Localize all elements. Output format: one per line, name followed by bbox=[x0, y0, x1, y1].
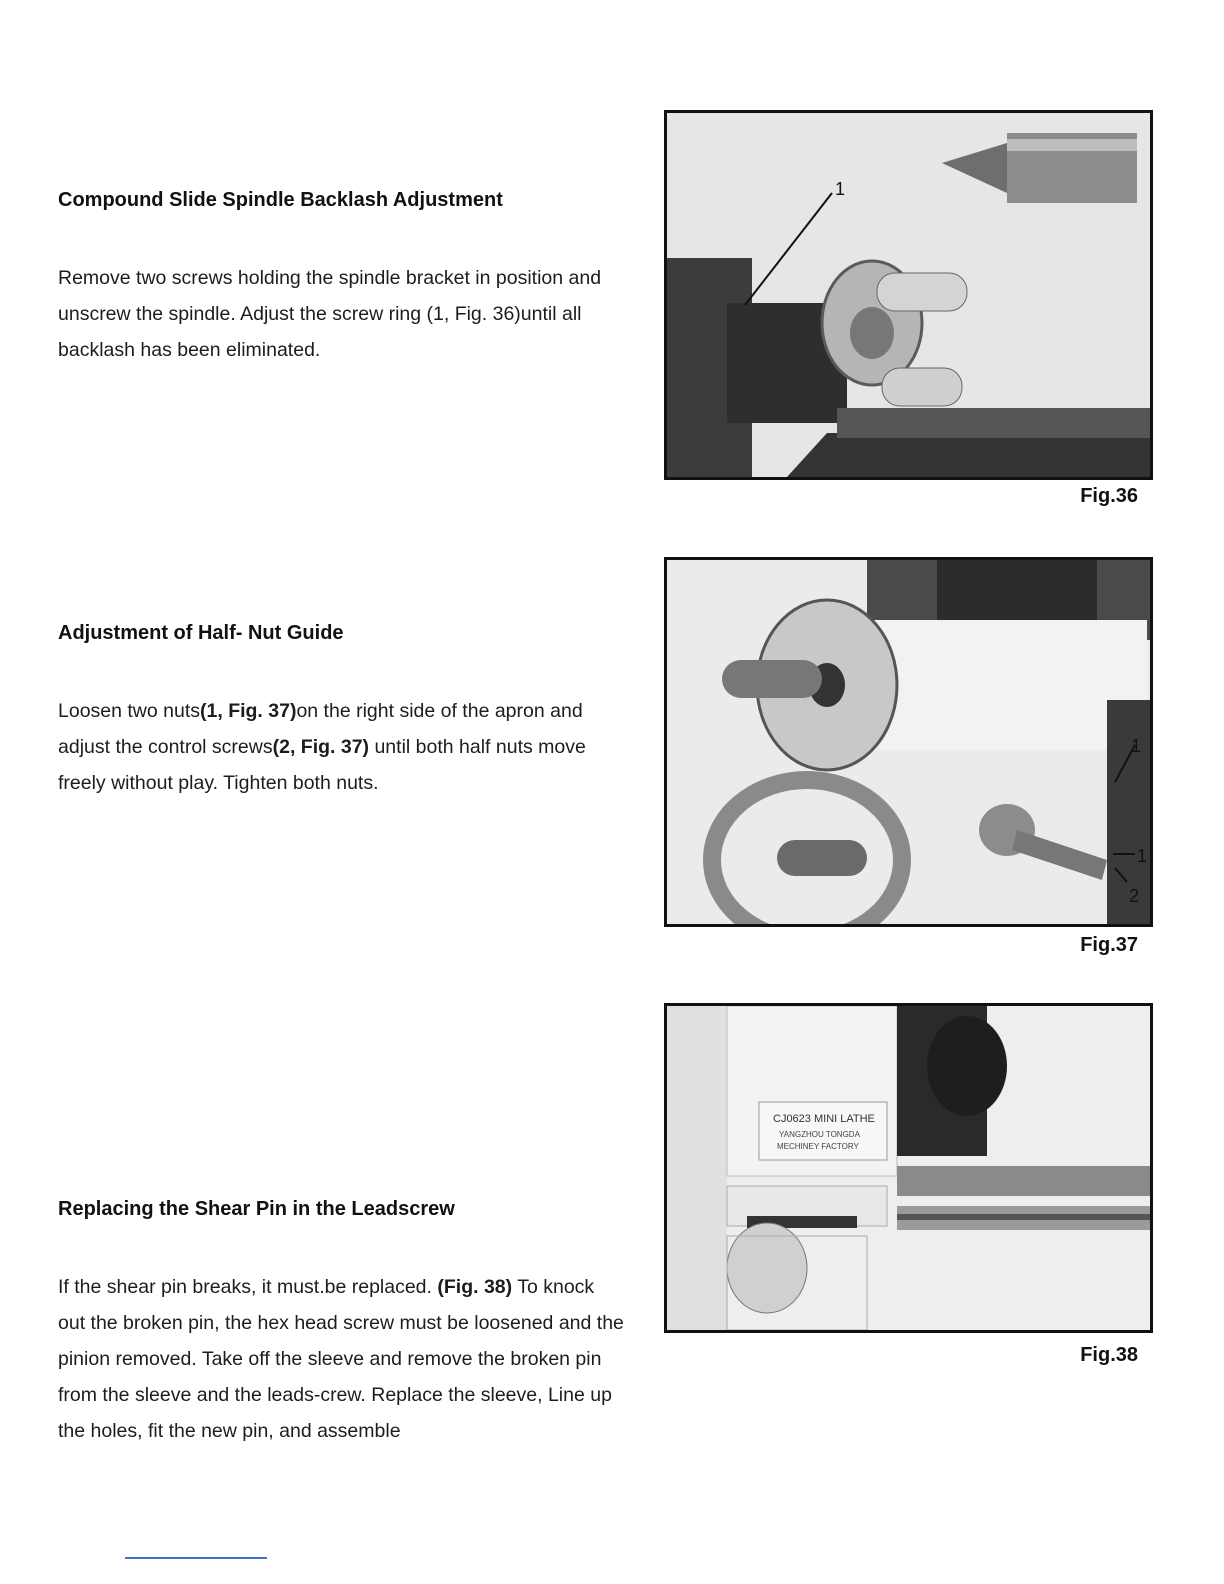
figure-callout-label: 2 bbox=[1129, 886, 1140, 906]
figure-reference: (2, Fig. 37) bbox=[272, 736, 370, 758]
figure-36-image bbox=[664, 110, 1153, 480]
figure-38-image bbox=[664, 1003, 1153, 1333]
figure-reference: (1, Fig. 37) bbox=[200, 700, 297, 722]
nameplate-line: YANGZHOU TONGDA bbox=[779, 1130, 860, 1139]
figure-38-label: Fig.38 bbox=[1080, 1344, 1138, 1366]
nameplate-line: MECHINEY FACTORY bbox=[777, 1142, 859, 1151]
section-paragraph bbox=[58, 693, 626, 801]
footer-divider bbox=[125, 1557, 267, 1559]
section-heading: Replacing the Shear Pin in the Leadscrew bbox=[58, 1198, 455, 1220]
figure-37-image bbox=[664, 557, 1153, 927]
text-run: until both half nuts move freely without play. Tighten both nuts. bbox=[58, 736, 586, 794]
nameplate-title: CJ0623 MINI LATHE bbox=[773, 1113, 875, 1125]
section-heading: Adjustment of Half- Nut Guide bbox=[58, 622, 344, 644]
figure-callout-label: 1 bbox=[1137, 846, 1148, 866]
figure-reference: (Fig. 38) bbox=[437, 1276, 513, 1298]
section-paragraph bbox=[58, 1269, 626, 1449]
figure-36-label: Fig.36 bbox=[1080, 485, 1138, 507]
figure-callout-label: 1 bbox=[835, 179, 846, 199]
text-run: If the shear pin breaks, it must.be replaced. bbox=[58, 1276, 438, 1298]
section-compound-slide bbox=[58, 189, 626, 368]
section-shear-pin bbox=[58, 1198, 626, 1449]
text-run: on the right side of the apron and adjust the control screws bbox=[58, 700, 583, 758]
text-run: Loosen two nuts bbox=[58, 700, 201, 722]
section-paragraph: Remove two screws holding the spindle bracket in position and unscrew the spindle. Adjust the screw ring (1, Fig. 36)until all backlash has been eliminated. bbox=[58, 267, 602, 361]
figure-37-label: Fig.37 bbox=[1080, 934, 1138, 956]
text-run: To knock out the broken pin, the hex head screw must be loosened and the pinion removed. Take off the sleeve and remove the broken pin from the sleeve and the leads-crew. Replace the sleeve, Line up the holes, fit the new pin, and assemble bbox=[58, 1276, 624, 1442]
figure-callout-label: 1 bbox=[1131, 736, 1142, 756]
section-heading: Compound Slide Spindle Backlash Adjustment bbox=[58, 189, 503, 211]
section-half-nut-guide bbox=[58, 622, 626, 801]
